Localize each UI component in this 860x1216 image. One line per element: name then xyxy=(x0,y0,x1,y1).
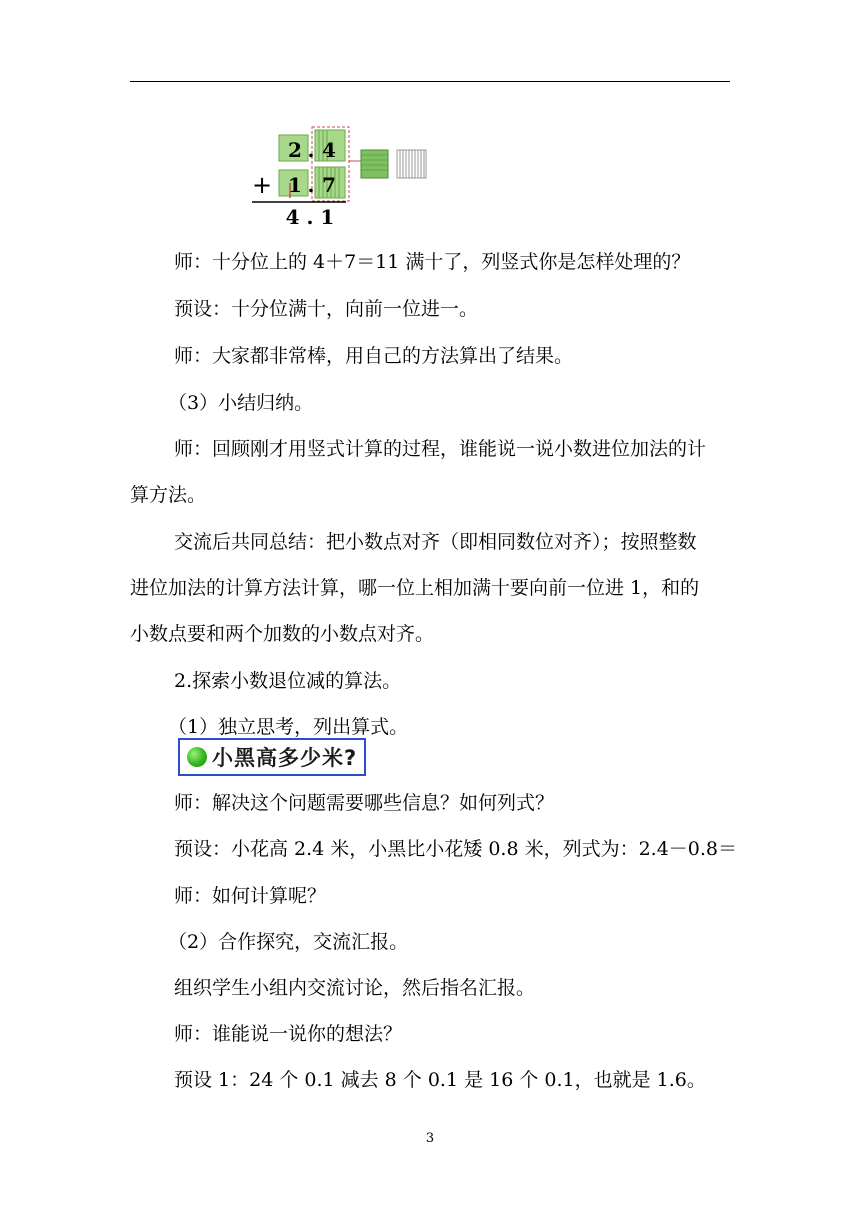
addition-diagram xyxy=(250,125,440,235)
row2-point: . xyxy=(307,173,315,197)
green-dot-icon xyxy=(187,747,207,767)
paragraph-line: 师：如何计算呢？ xyxy=(174,885,327,907)
paragraph-line: （1）独立思考，列出算式。 xyxy=(168,716,409,738)
row1-point: . xyxy=(307,138,315,162)
paragraph-line: 师：谁能说一说你的想法？ xyxy=(174,1023,403,1045)
paragraph-line: 预设 1：24 个 0.1 减去 8 个 0.1 是 16 个 0.1，也就是 1.6。 xyxy=(174,1069,706,1091)
question-tag-text: 小黑高多少米? xyxy=(212,746,358,770)
paragraph-line: （3）小结归纳。 xyxy=(168,392,314,414)
row1-ones-digit: 2 xyxy=(288,138,302,162)
paragraph-line: 交流后共同总结：把小数点对齐（即相同数位对齐）；按照整数 xyxy=(174,531,697,553)
row2-tenths-digit: 7 xyxy=(322,173,336,197)
paragraph-line: 算方法。 xyxy=(130,484,207,506)
remaining-strips xyxy=(397,150,426,178)
paragraph-line: （2）合作探究，交流汇报。 xyxy=(168,931,409,953)
plus-sign: + xyxy=(251,171,273,199)
paragraph-line: 师：十分位上的 4＋7＝11 满十了，列竖式你是怎样处理的？ xyxy=(174,251,691,273)
paragraph-line: 预设：小花高 2.4 米，小黑比小花矮 0.8 米，列式为：2.4－0.8＝ xyxy=(174,838,738,860)
paragraph-line: 小数点要和两个加数的小数点对齐。 xyxy=(130,623,435,645)
row2-ones-digit: 1 xyxy=(288,173,302,197)
header-rule xyxy=(130,81,730,82)
paragraph-line: 师：解决这个问题需要哪些信息？如何列式？ xyxy=(174,792,555,814)
paragraph-line: 进位加法的计算方法计算，哪一位上相加满十要向前一位进 1，和的 xyxy=(130,577,700,599)
paragraph-line: 预设：十分位满十，向前一位进一。 xyxy=(174,298,479,320)
ten-tenths-square xyxy=(361,150,388,178)
paragraph-line: 师：大家都非常棒，用自己的方法算出了结果。 xyxy=(174,345,574,367)
sum-result: 4 . 1 xyxy=(285,205,335,229)
question-tag xyxy=(178,738,366,776)
paragraph-line: 师：回顾刚才用竖式计算的过程，谁能说一说小数进位加法的计 xyxy=(174,438,707,460)
row1-tenths-digit: 4 xyxy=(322,138,336,162)
vertical-addition-figure xyxy=(250,125,440,235)
page-number: 3 xyxy=(425,1131,435,1146)
paragraph-line: 2.探索小数退位减的算法。 xyxy=(174,670,402,692)
paragraph-line: 组织学生小组内交流讨论，然后指名汇报。 xyxy=(174,977,536,999)
